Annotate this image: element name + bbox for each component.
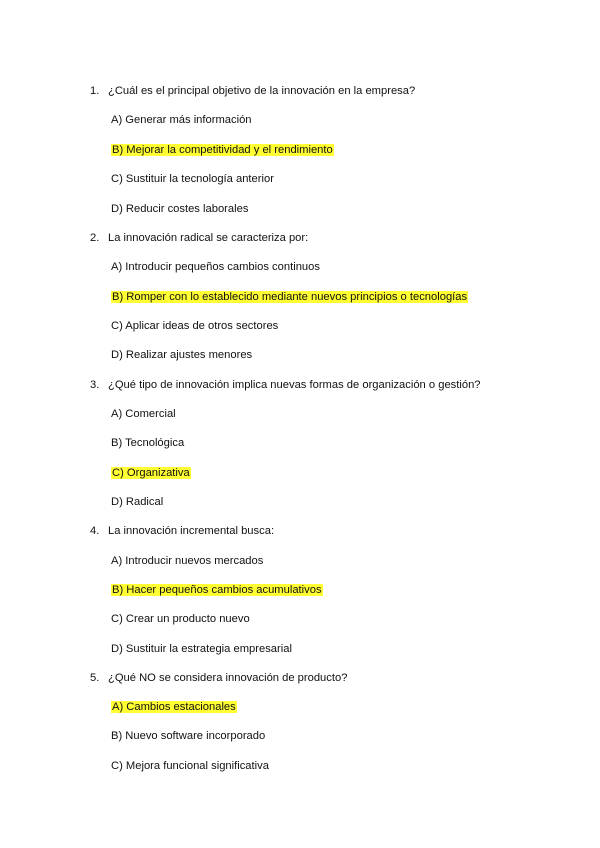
highlighted-answer: B) Hacer pequeños cambios acumulativos [112, 584, 322, 596]
question-text: ¿Cuál es el principal objetivo de la innovación en la empresa? [108, 85, 416, 97]
highlighted-answer: B) Mejorar la competitividad y el rendimiento [112, 144, 333, 156]
option-5a-correct [111, 700, 237, 714]
option-5c: C) Mejora funcional significativa [111, 760, 269, 772]
option-3c-correct [111, 466, 191, 480]
question-text: La innovación incremental busca: [108, 525, 275, 537]
option-3d: D) Radical [111, 496, 164, 508]
option-2a: A) Introducir pequeños cambios continuos [111, 261, 320, 273]
question-2 [90, 231, 308, 245]
question-4 [90, 524, 274, 538]
question-number: 3. [90, 379, 100, 391]
option-1a: A) Generar más información [111, 114, 252, 126]
question-5 [90, 671, 347, 685]
question-3 [90, 378, 481, 392]
option-4b-correct [111, 583, 323, 597]
option-1d: D) Reducir costes laborales [111, 203, 249, 215]
question-text: ¿Qué tipo de innovación implica nuevas formas de organización o gestión? [108, 379, 481, 391]
option-2d: D) Realizar ajustes menores [111, 349, 253, 361]
question-number: 5. [90, 672, 100, 684]
question-1 [90, 84, 415, 98]
question-text: ¿Qué NO se considera innovación de producto? [108, 672, 348, 684]
question-number: 2. [90, 232, 100, 244]
question-number: 1. [90, 85, 100, 97]
highlighted-answer: B) Romper con lo establecido mediante nuevos principios o tecnologías [112, 291, 468, 303]
option-4d: D) Sustituir la estrategia empresarial [111, 643, 292, 655]
option-5b: B) Nuevo software incorporado [111, 730, 266, 742]
option-1c: C) Sustituir la tecnología anterior [111, 173, 274, 185]
option-4a: A) Introducir nuevos mercados [111, 555, 264, 567]
question-text: La innovación radical se caracteriza por: [108, 232, 309, 244]
question-number: 4. [90, 525, 100, 537]
option-3a: A) Comercial [111, 408, 176, 420]
highlighted-answer: C) Organizativa [112, 467, 190, 479]
highlighted-answer: A) Cambios estacionales [112, 701, 236, 713]
option-2c: C) Aplicar ideas de otros sectores [111, 320, 279, 332]
option-2b-correct [111, 290, 468, 304]
option-1b-correct [111, 143, 334, 157]
option-3b: B) Tecnológica [111, 437, 185, 449]
option-4c: C) Crear un producto nuevo [111, 613, 250, 625]
